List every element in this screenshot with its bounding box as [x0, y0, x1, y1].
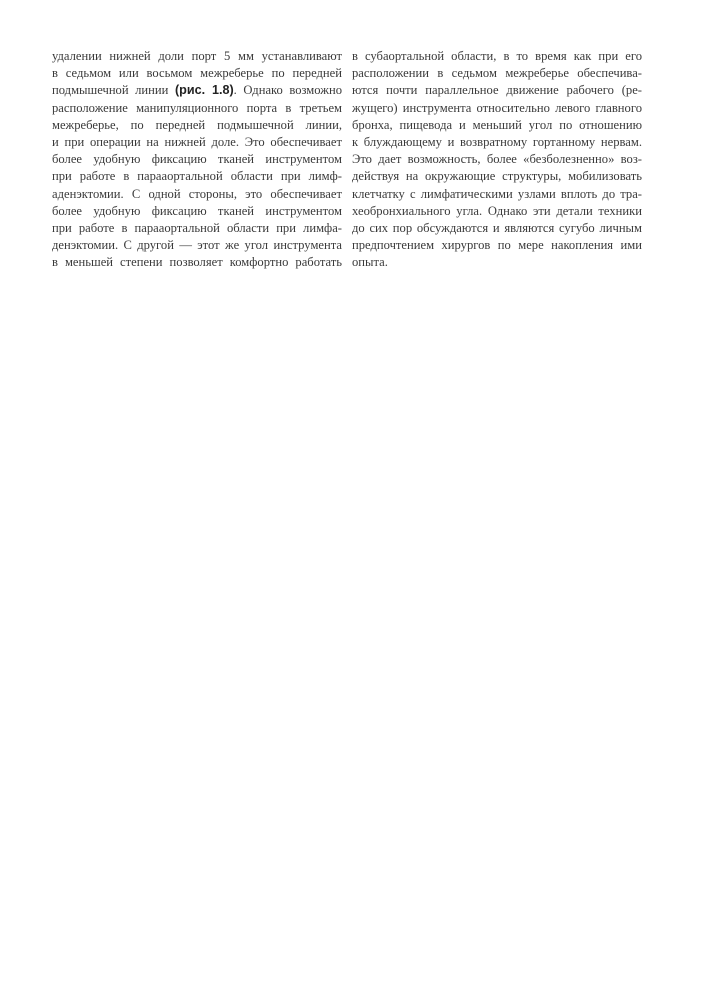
text-line: более удобную фиксацию тканей инструментом	[52, 203, 342, 218]
text-line: ются почти параллельное движение рабочего (ре-	[352, 83, 642, 98]
left-text-column	[52, 48, 342, 272]
text-line: в меньшей степени позволяет комфортно работать	[52, 255, 342, 270]
text-line: удалении нижней доли порт 5 мм устанавливают	[52, 49, 342, 63]
text-fragment: . Однако возможно	[233, 83, 342, 98]
text-line: бронха, пищевода и меньший угол по отношению	[352, 117, 642, 132]
text-line: предпочтением хирургов по мере накопления ими	[352, 238, 642, 253]
text-line: расположение манипуляционного порта в третьем	[52, 100, 342, 115]
text-line: хеобронхиального угла. Однако эти детали техники	[352, 203, 642, 218]
text-line: клетчатку с лимфатическими узлами вплоть до тра-	[352, 186, 642, 201]
figure-reference: (рис. 1.8)	[174, 83, 234, 98]
text-line: при работе в парааортальной области при лимфа-	[52, 221, 342, 236]
text-line: действуя на окружающие структуры, мобилизовать	[352, 169, 642, 184]
text-line: к блуждающему и возвратному гортанному нервам.	[352, 135, 642, 150]
text-line: в субаортальной области, в то время как при его	[352, 49, 642, 63]
text-line-with-figure-ref	[52, 82, 342, 99]
text-line: более удобную фиксацию тканей инструментом	[52, 152, 342, 167]
text-line: до сих пор обсуждаются и являются сугубо личным	[352, 221, 642, 236]
text-line: денэктомии. С другой — этот же угол инструмента	[52, 238, 342, 253]
right-text-column	[352, 48, 642, 272]
text-fragment: подмышечной линии	[52, 83, 175, 98]
text-line: при работе в парааортальной области при лимф-	[52, 169, 342, 184]
text-line: межреберье, по передней подмышечной линии,	[52, 117, 342, 132]
text-line: и при операции на нижней доле. Это обеспечивает	[52, 135, 342, 150]
text-line: аденэктомии. С одной стороны, это обеспечивает	[52, 186, 342, 201]
text-line: опыта.	[352, 255, 388, 270]
text-line: Это дает возможность, более «безболезненно» воз-	[352, 152, 642, 167]
text-line: жущего) инструмента относительно левого главного	[352, 100, 642, 115]
text-line: расположении в седьмом межреберье обеспечива-	[352, 66, 642, 81]
text-line: в седьмом или восьмом межреберье по передней	[52, 66, 342, 81]
